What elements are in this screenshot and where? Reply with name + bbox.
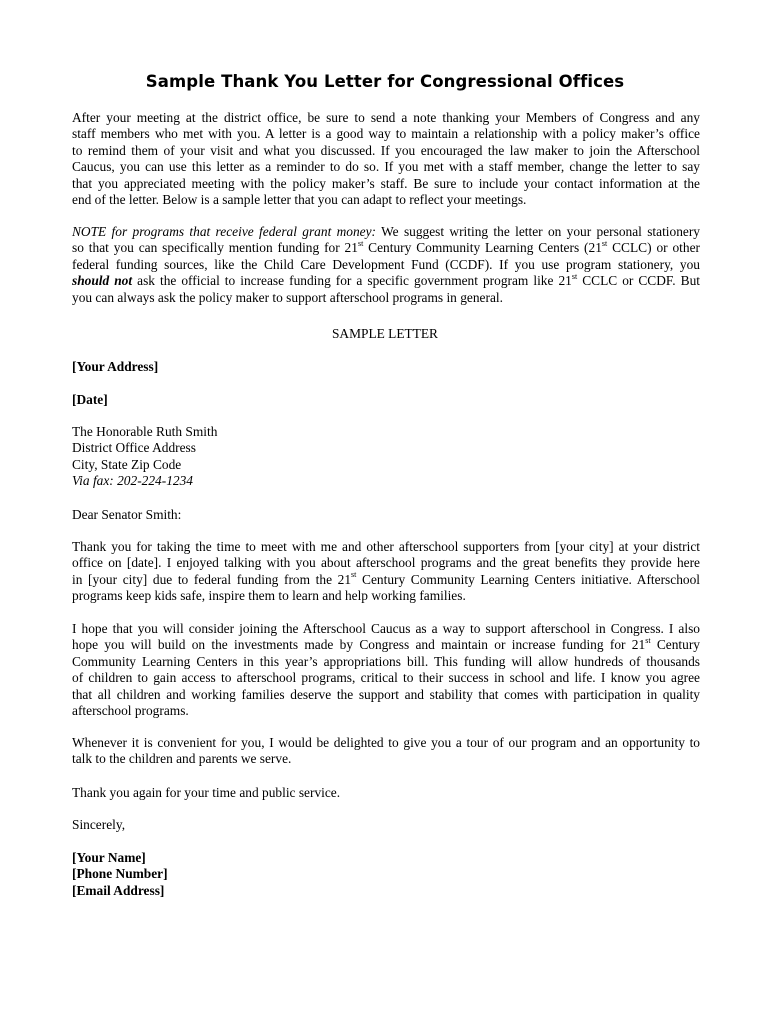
signature-block [72,850,700,899]
closing: Sincerely, [72,817,126,832]
should-not-emphasis: should not [72,273,133,289]
note-line-1: NOTE for programs that receive federal grant money: We suggest writing the letter on your personal stationery [72,224,701,239]
signature-name: [Your Name] [72,850,146,865]
signature-email: [Email Address] [72,882,165,898]
p2-line: that all children and working families deserve the support and stability that comes with participation in quality [72,686,700,702]
p2-line: I hope that you will consider joining the Afterschool Caucus as a way to support afterschool in Congress. I also [72,621,700,636]
p1-line: office on [date]. I enjoyed talking with you about afterschool programs and the great benefits they provide here [72,555,700,571]
p3-line: talk to the children and parents we serve. [72,751,292,767]
intro-paragraph [72,110,700,208]
p3-line: Whenever it is convenient for you, I would be delighted to give you a tour of our program and an opportunity to [72,735,700,750]
salutation: Dear Senator Smith: [72,507,182,522]
p1-line: programs keep kids safe, inspire them to learn and help working families. [72,588,466,604]
signature-phone: [Phone Number] [72,866,168,882]
intro-line: that you appreciated meeting with the policy maker’s staff. Be sure to include your contact information at the [72,175,700,191]
recipient-block [72,424,700,490]
note-paragraph [72,224,700,306]
p2-line: hope you will build on the investments made by Congress and maintain or increase funding for 21st Century [72,635,700,653]
your-address-placeholder: [Your Address] [72,359,159,374]
recipient-address: District Office Address [72,440,196,456]
intro-line: staff members who met with you. A letter is a good way to maintain a relationship with a policy maker’s office [72,126,700,142]
p2-line: Community Learning Centers in this year’s appropriations bill. This funding will allow hundreds of thousands [72,653,700,669]
recipient-name: The Honorable Ruth Smith [72,424,218,439]
note-label: NOTE for programs that receive federal grant money: [72,224,377,239]
intro-line: end of the letter. Below is a sample letter that you can adapt to reflect your meetings. [72,192,527,208]
note-line-5: you can always ask the policy maker to support afterschool programs in general. [72,289,503,305]
p2-line: of children to gain access to afterschool programs, critical to their success in school and life. I know you agree [72,670,700,686]
date-placeholder: [Date] [72,392,108,407]
p2-line: afterschool programs. [72,703,189,719]
sample-letter-heading: SAMPLE LETTER [331,326,438,341]
recipient-fax: Via fax: 202-224-1234 [72,473,193,489]
p1-line: Thank you for taking the time to meet with me and other afterschool supporters from [your city] at your district [72,539,700,554]
note-line-2: so that you can specifically mention funding for 21st Century Community Learning Centers (21st CCLC) or other [72,238,700,256]
body-paragraph-3 [72,735,700,768]
intro-line: Caucus, you can use this letter as a reminder to do so. If you met with a staff member, change the letter to say [72,159,700,175]
body-paragraph-4: Thank you again for your time and public service. [72,785,341,800]
recipient-city: City, State Zip Code [72,456,182,472]
note-line-4: should not ask the official to increase funding for a specific government program like 21st CCLC or CCDF. But [72,271,700,289]
body-paragraph-1 [72,539,700,605]
note-line-3: federal funding sources, like the Child Care Development Fund (CCDF). If you use program stationery, you [72,256,700,272]
page-title: Sample Thank You Letter for Congressional Offices [145,72,625,91]
intro-line: to remind them of your visit and what you discussed. If you encouraged the law maker to join the Afterschool [72,142,700,158]
p1-line: in [your city] due to federal funding from the 21st Century Community Learning Centers initiative. Afterschool [72,570,700,587]
body-paragraph-2 [72,621,700,719]
intro-line: After your meeting at the district office, be sure to send a note thanking your Members of Congress and any [72,110,700,125]
